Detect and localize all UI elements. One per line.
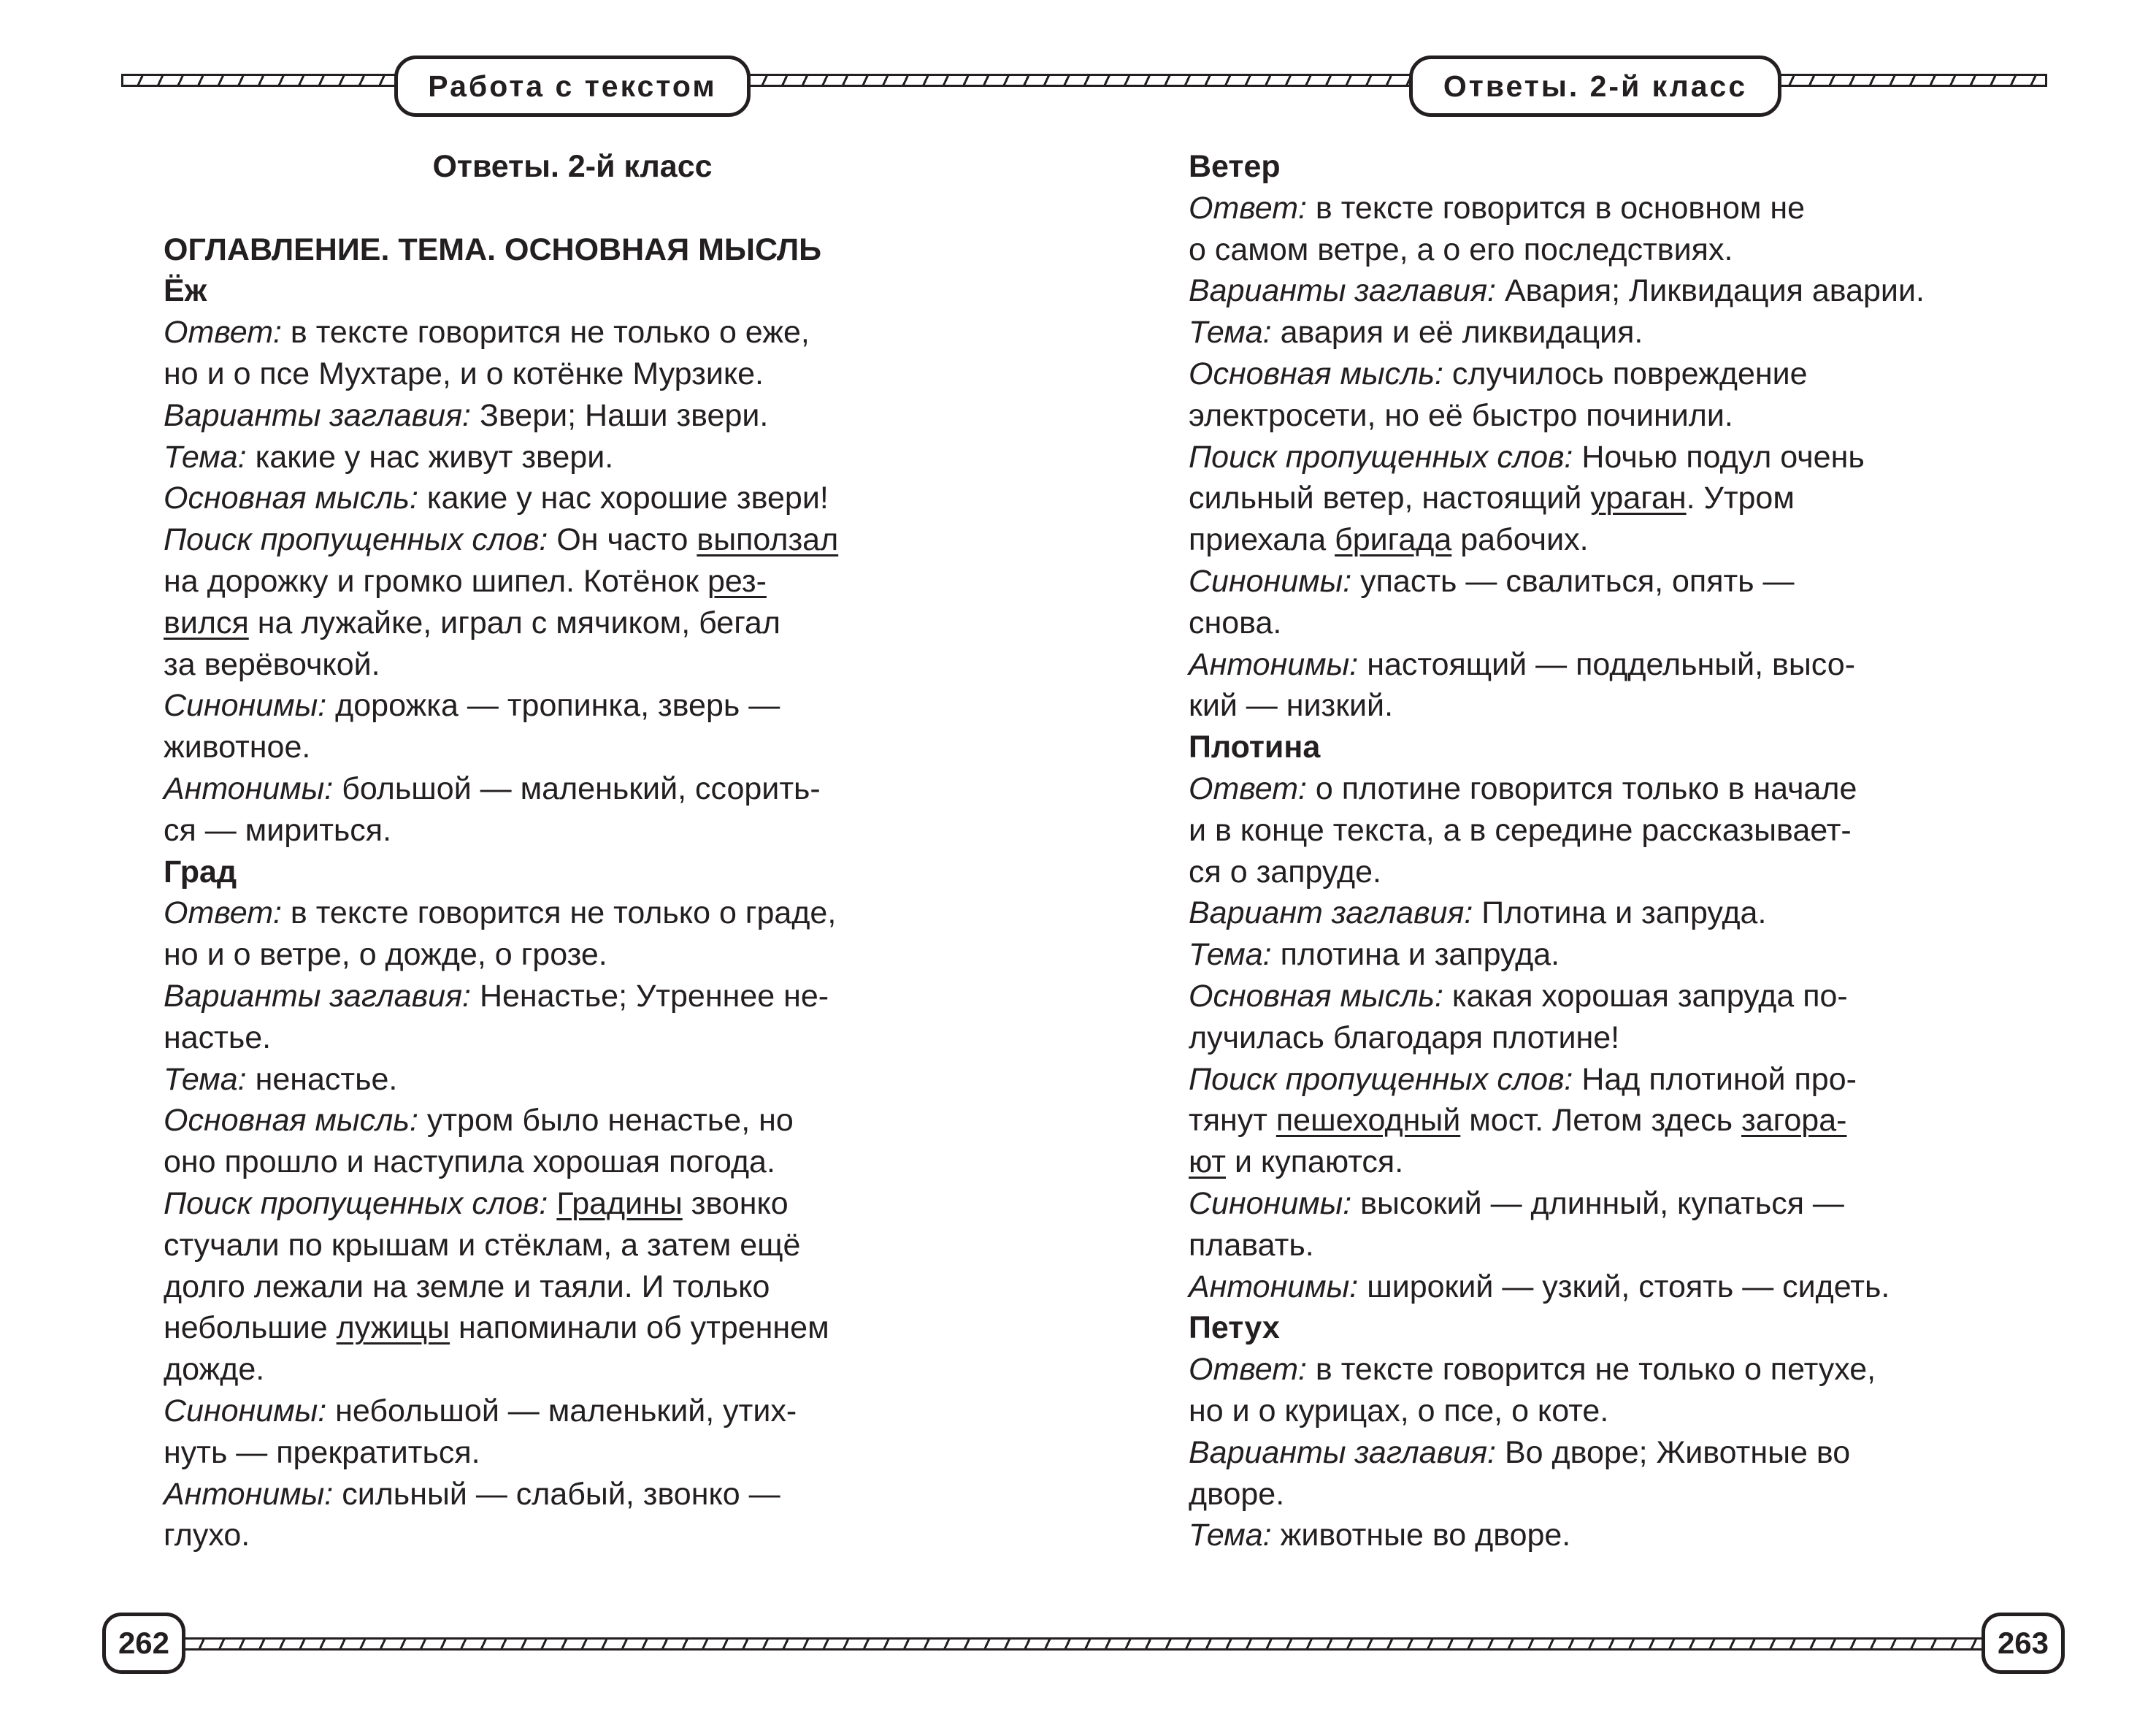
page-number-left: [102, 1613, 185, 1674]
text-line: сильный ветер, настоящий ураган. Утром: [1189, 481, 1795, 516]
answer-word: лужицы: [336, 1310, 450, 1346]
text-line: Тема: авария и её ликвидация.: [1189, 315, 1643, 351]
answer-word: Градины: [556, 1185, 683, 1221]
text-line: ся о запруде.: [1189, 854, 1381, 890]
answer-word: рез-: [707, 563, 767, 599]
text-line: Варианты заглавия: Звери; Наши звери.: [164, 397, 769, 433]
page-number-right: [1982, 1613, 2065, 1674]
text-line: Ответ: в тексте говорится не только о граде,: [164, 895, 837, 931]
text-line: Тема: плотина и запруда.: [1189, 937, 1560, 973]
answer-word: загора-: [1741, 1103, 1847, 1139]
text-line: Синонимы: небольшой — маленький, утих-: [164, 1393, 797, 1428]
text-line: за верёвочкой.: [164, 646, 380, 682]
text-line: долго лежали на земле и таяли. И только: [164, 1269, 770, 1304]
text-line: Поиск пропущенных слов: Ночью подул очень: [1189, 439, 1865, 475]
text-line: но и о ветре, о дожде, о грозе.: [164, 937, 607, 973]
page-number-right-text: 263: [1997, 1626, 2049, 1660]
header-section-text: Работа с текстом: [428, 69, 717, 103]
text-line: Вариант заглавия: Плотина и запруда.: [1189, 895, 1767, 931]
text-line: оно прошло и наступила хорошая погода.: [164, 1144, 775, 1180]
text-line: вился на лужайке, играл с мячиком, бегал: [164, 605, 780, 640]
text-line: дожде.: [164, 1352, 265, 1388]
page-number-left-text: 262: [118, 1626, 170, 1660]
text-line: Основная мысль: случилось повреждение: [1189, 356, 1808, 391]
header-class-label: [1409, 56, 1781, 117]
text-line: стучали по крышам и стёклам, а затем ещё: [164, 1227, 801, 1263]
text-line: Антонимы: настоящий — поддельный, высо-: [1189, 646, 1856, 682]
text-line: Ответ: о плотине говорится только в начале: [1189, 770, 1857, 806]
text-line: Синонимы: упасть — свалиться, опять —: [1189, 563, 1795, 599]
text-line: Тема: животные во дворе.: [1189, 1518, 1571, 1553]
text-line: Поиск пропущенных слов: Он часто выползал: [164, 522, 839, 558]
text-line: глухо.: [164, 1518, 250, 1553]
text-line: настье.: [164, 1020, 272, 1055]
text-line: Основная мысль: какие у нас хорошие звери!: [164, 481, 829, 516]
section-heading: ОГЛАВЛЕНИЕ. ТЕМА. ОСНОВНАЯ МЫСЛЬ: [164, 232, 822, 267]
text-line: на дорожку и громко шипел. Котёнок рез-: [164, 563, 767, 599]
text-line: тянут пешеходный мост. Летом здесь загора-: [1189, 1103, 1847, 1139]
text-line: Основная мысль: какая хорошая запруда по-: [1189, 978, 1848, 1014]
page-title: Ответы. 2-й класс: [432, 149, 713, 184]
right-column: [1189, 146, 2021, 1556]
header-class-text: Ответы. 2-й класс: [1443, 69, 1748, 103]
text-line: Тема: ненастье.: [164, 1061, 398, 1097]
text-line: ся — мириться.: [164, 812, 392, 848]
text-line: но и о курицах, о псе, о коте.: [1189, 1393, 1609, 1428]
answer-word: выползал: [697, 522, 839, 558]
heading-plotina: Плотина: [1189, 730, 1321, 765]
text-line: дворе.: [1189, 1476, 1285, 1512]
text-line: кий — низкий.: [1189, 688, 1394, 724]
text-line: снова.: [1189, 605, 1282, 640]
answer-word: бригада: [1335, 522, 1452, 558]
text-line: Поиск пропущенных слов: Градины звонко: [164, 1185, 789, 1221]
text-line: Варианты заглавия: Ненастье; Утреннее не-: [164, 978, 829, 1014]
text-line: ют и купаются.: [1189, 1144, 1404, 1180]
text-line: нуть — прекратиться.: [164, 1434, 480, 1470]
text-line: Ответ: в тексте говорится не только о петухе,: [1189, 1352, 1876, 1388]
text-line: и в конце текста, а в середине рассказывает-: [1189, 812, 1852, 848]
text-line: но и о псе Мухтаре, и о котёнке Мурзике.: [164, 356, 764, 391]
answer-word: пешеходный: [1275, 1103, 1461, 1139]
text-line: приехала бригада рабочих.: [1189, 522, 1589, 558]
text-line: Ответ: в тексте говорится не только о еже,: [164, 315, 810, 351]
text-line: Антонимы: широкий — узкий, стоять — сидеть.: [1189, 1269, 1890, 1304]
text-line: Ответ: в тексте говорится в основном не: [1189, 190, 1806, 226]
text-line: о самом ветре, а о его последствиях.: [1189, 232, 1733, 267]
heading-petukh: Петух: [1189, 1310, 1280, 1346]
text-line: Основная мысль: утром было ненастье, но: [164, 1103, 794, 1139]
text-line: Синонимы: высокий — длинный, купаться —: [1189, 1185, 1844, 1221]
left-column: [164, 146, 981, 1556]
text-line: плавать.: [1189, 1227, 1314, 1263]
text-line: Синонимы: дорожка — тропинка, зверь —: [164, 688, 780, 724]
text-line: Поиск пропущенных слов: Над плотиной про-: [1189, 1061, 1857, 1097]
heading-veter: Ветер: [1189, 149, 1281, 184]
header-section-label: [394, 56, 751, 117]
heading-grad: Град: [164, 854, 237, 890]
text-line: небольшие лужицы напоминали об утреннем: [164, 1310, 829, 1346]
footer-rail: [183, 1637, 1986, 1651]
text-line: Антонимы: большой — маленький, ссорить-: [164, 770, 821, 806]
text-line: электросети, но её быстро починили.: [1189, 397, 1733, 433]
text-line: Варианты заглавия: Во дворе; Животные во: [1189, 1434, 1851, 1470]
answer-word: вился: [164, 605, 249, 640]
heading-ezh: Ёж: [164, 273, 207, 309]
text-line: лучилась благодаря плотине!: [1189, 1020, 1620, 1055]
text-line: Тема: какие у нас живут звери.: [164, 439, 614, 475]
answer-word: ураган: [1590, 481, 1687, 516]
text-line: Антонимы: сильный — слабый, звонко —: [164, 1476, 780, 1512]
answer-word: ют: [1189, 1144, 1226, 1180]
text-line: животное.: [164, 730, 311, 765]
text-line: Варианты заглавия: Авария; Ликвидация аварии.: [1189, 273, 1925, 309]
